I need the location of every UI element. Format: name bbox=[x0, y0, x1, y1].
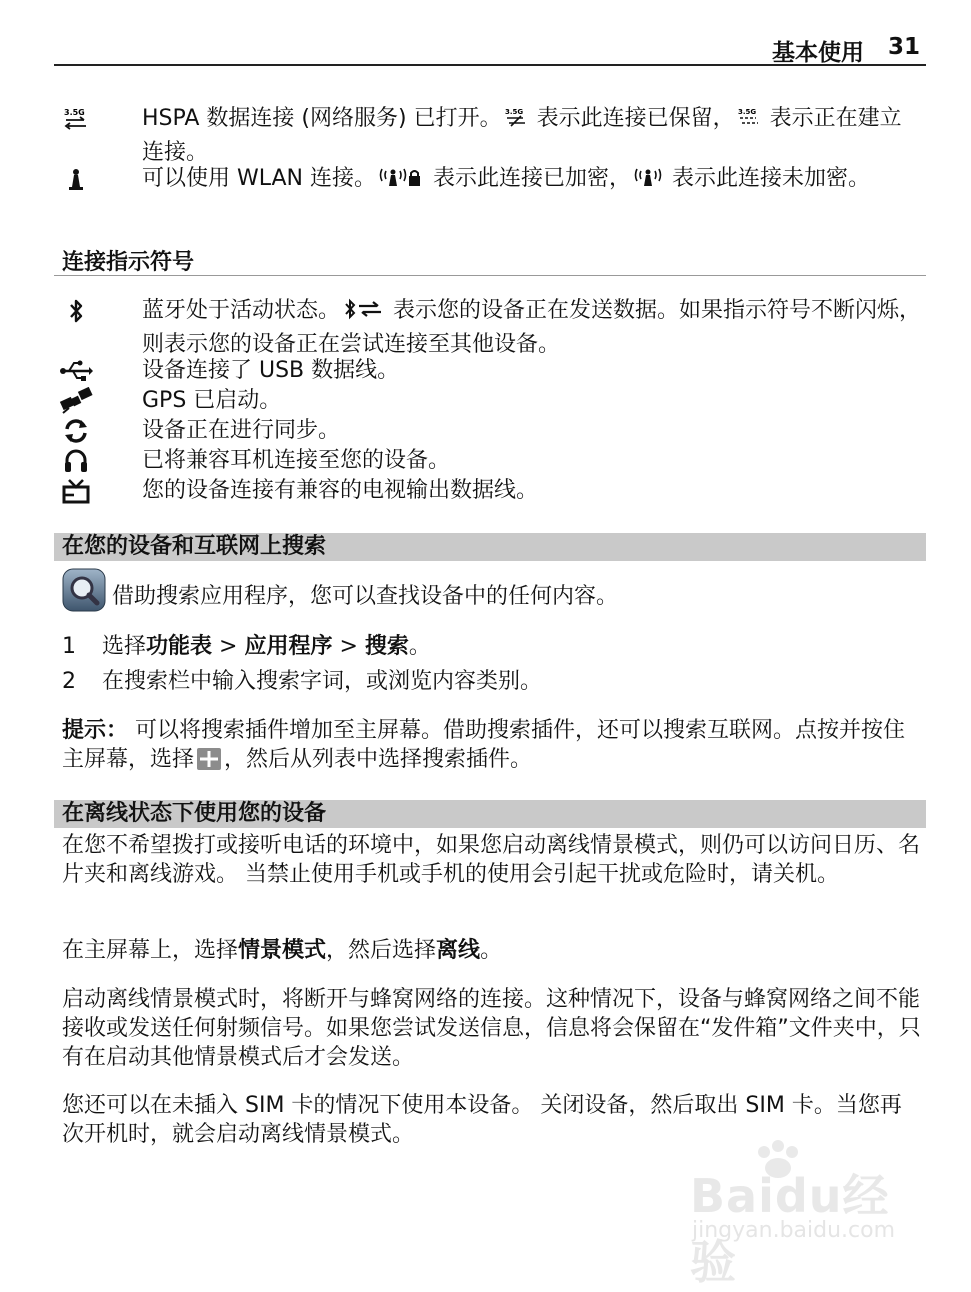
offline-paragraph-4: 您还可以在未插入 SIM 卡的情况下使用本设备。 关闭设备，然后取出 SIM 卡。当您再次开机时，就会启动离线情景模式。 bbox=[62, 1093, 902, 1147]
gps-satellite-icon bbox=[58, 386, 94, 416]
3g-connecting-icon bbox=[738, 107, 760, 138]
offline-paragraph-1: 在您不希望拨打或接听电话的环境中，如果您启动离线情景模式，则仍可以访问日历、名片夹和离线游戏。 当禁止使用手机或手机的使用会引起干扰或危险时，请关机。 bbox=[62, 833, 921, 887]
menu-path-profiles[interactable]: 情景模式 bbox=[238, 938, 327, 963]
svg-text:3.5G: 3.5G bbox=[504, 108, 523, 116]
step-number: 2 bbox=[62, 669, 76, 694]
search-app-icon bbox=[62, 568, 106, 612]
svg-text:3.5G: 3.5G bbox=[737, 108, 756, 116]
baidu-jingyan-watermark bbox=[690, 1140, 920, 1289]
wlan-encrypted-icon bbox=[379, 165, 423, 198]
wlan-unencrypted-icon bbox=[634, 165, 662, 198]
bluetooth-icon bbox=[58, 296, 94, 326]
wlan-description: 可以使用 WLAN 连接。 表示此连接已加密， 表示此连接未加密。 bbox=[142, 164, 922, 198]
bluetooth-description: 蓝牙处于活动状态。 表示您的设备正在发送数据。如果指示符号不断闪烁，则表示您的设备正在尝试连接至其他设备。 bbox=[142, 298, 922, 357]
menu-path-applications[interactable]: 应用程序 bbox=[244, 634, 333, 659]
step-1: 选择功能表 > 应用程序 > 搜索。 bbox=[102, 634, 431, 659]
offline-paragraph-3: 启动离线情景模式时，将断开与蜂窝网络的连接。这种情况下，设备与蜂窝网络之间不能接收或发送任何射频信号。如果您尝试发送信息，信息将会保留在“发件箱”文件夹中，只有在启动其他情景模式后才会发送。 bbox=[62, 987, 921, 1070]
watermark-sub: jingyan.baidu.com bbox=[692, 1218, 896, 1243]
tv-out-icon bbox=[58, 476, 94, 506]
step-number: 1 bbox=[62, 634, 76, 659]
section-heading-indicators: 连接指示符号 bbox=[54, 243, 926, 276]
page-header bbox=[54, 30, 926, 66]
sync-icon bbox=[58, 416, 94, 446]
section-heading-offline: 在离线状态下使用您的设备 bbox=[54, 800, 926, 828]
menu-path-functions[interactable]: 功能表 bbox=[146, 634, 213, 659]
search-intro: 借助搜索应用程序，您可以查找设备中的任何内容。 bbox=[112, 584, 619, 609]
sync-description: 设备正在进行同步。 bbox=[142, 418, 341, 443]
watermark-main: Baidu经验 bbox=[690, 1169, 890, 1289]
wlan-icon bbox=[58, 164, 94, 194]
gps-description: GPS 已启动。 bbox=[142, 388, 282, 413]
step-2: 在搜索栏中输入搜索字词，或浏览内容类别。 bbox=[102, 669, 543, 694]
3g-hspa-icon bbox=[58, 104, 94, 134]
tip-label: 提示： bbox=[62, 718, 129, 743]
svg-text:3.5G: 3.5G bbox=[64, 108, 85, 117]
hspa-description: HSPA 数据连接 (网络服务) 已打开。 3.5G 表示此连接已保留， 3.5G 表示正在建立连接。 bbox=[142, 106, 902, 165]
tv-out-description: 您的设备连接有兼容的电视输出数据线。 bbox=[142, 478, 539, 503]
add-widget-icon bbox=[197, 748, 221, 778]
offline-paragraph-2: 在主屏幕上，选择情景模式，然后选择离线。 bbox=[62, 938, 503, 963]
chapter-title: 基本使用 bbox=[772, 40, 864, 66]
headset-description: 已将兼容耳机连接至您的设备。 bbox=[142, 448, 451, 473]
search-tip: 提示： 可以将搜索插件增加至主屏幕。借助搜索插件，还可以搜索互联网。点按并按住主屏幕，选择 ，然后从列表中选择搜索插件。 bbox=[62, 716, 922, 778]
headset-icon bbox=[58, 446, 94, 476]
usb-description: 设备连接了 USB 数据线。 bbox=[142, 358, 400, 383]
section-heading-search: 在您的设备和互联网上搜索 bbox=[54, 533, 926, 561]
menu-path-search[interactable]: 搜索 bbox=[364, 634, 409, 659]
bluetooth-sending-icon bbox=[343, 297, 383, 330]
page-number: 31 bbox=[887, 34, 920, 60]
3g-reserved-icon bbox=[505, 107, 527, 138]
usb-icon bbox=[58, 356, 94, 386]
menu-path-offline[interactable]: 离线 bbox=[436, 938, 481, 963]
